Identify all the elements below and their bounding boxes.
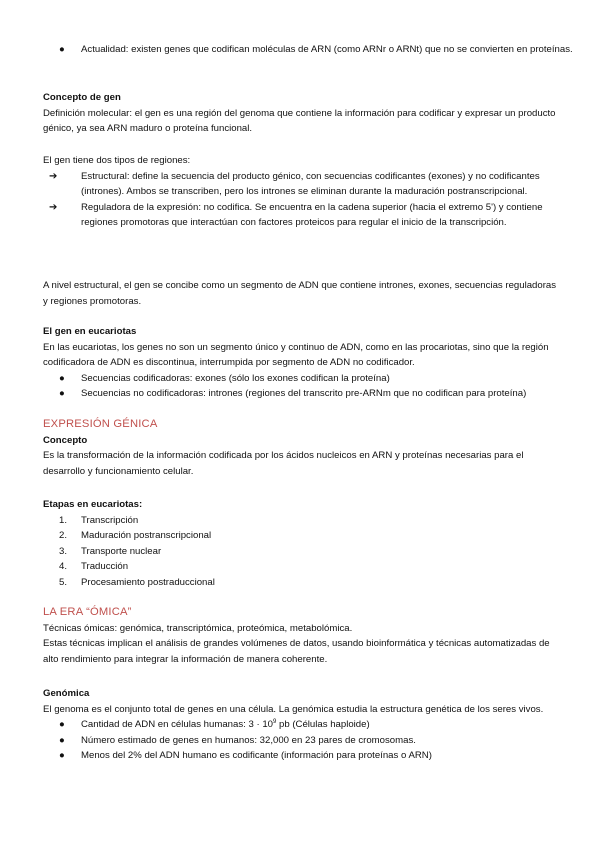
- bullet-marker: ●: [59, 372, 65, 384]
- section-heading: Genómica: [43, 688, 90, 699]
- number-marker: 4.: [59, 561, 68, 573]
- list-item: [43, 575, 558, 591]
- expresion-concept-text: Es la transformación de la información codificada por los ácidos nucleicos en ARN y proteínas necesarias para el desarrollo y funcionamiento celular.: [43, 450, 524, 477]
- number-marker: 1.: [59, 514, 68, 526]
- dna-amount-exponent: 9: [273, 719, 277, 725]
- molecular-definition: Definición molecular: el gen es una región del genoma que contiene la información para codificar y expresar un producto génico, ya sea ARN maduro o proteína funcional.: [43, 107, 556, 135]
- number-marker: 2.: [59, 530, 68, 542]
- gen-eucariotas-section: [43, 324, 558, 402]
- structural-summary: A nivel estructural, el gen se concibe como un segmento de ADN que contiene intrones, exones, secuencias reguladoras y regiones promotoras.: [43, 280, 557, 307]
- list-item: [43, 559, 558, 575]
- dna-amount-unit: pb (Células haploide): [276, 719, 370, 731]
- bullet-marker: ●: [59, 44, 65, 55]
- list-item: [43, 386, 558, 402]
- arrow-marker: ➔: [49, 201, 58, 213]
- dna-amount-text: Cantidad de ADN en células humanas: 3 · 10: [81, 719, 273, 731]
- region-regulatory: Reguladora de la expresión: no codifica. Se encuentra en la cadena superior (hacia el extremo 5') y contiene regiones promotoras que interactúan con factores proteicos para regular el inicio de la transcripción.: [81, 201, 543, 229]
- region-structural: Estructural: define la secuencia del producto génico, con secuencias codificantes (exones) y no codificantes (intrones). Ambos se transcriben, pero los intrones se eliminan durante la maduración postranscripcional.: [81, 170, 540, 198]
- concepto-gen-section: [43, 90, 558, 137]
- omica-techniques: Técnicas ómicas: genómica, transcriptómica, proteómica, metabolómica.: [43, 622, 353, 634]
- genomics-bullet: Menos del 2% del ADN humano es codificante (información para proteínas o ARN): [81, 750, 432, 762]
- section-heading: Concepto de gen: [43, 92, 121, 103]
- dna-amount-bullet: [81, 717, 558, 733]
- list-item: [43, 748, 558, 764]
- genomics-bullet: Número estimado de genes en humanos: 32,000 en 23 pares de cromosomas.: [81, 734, 416, 746]
- bullet-marker: ●: [59, 750, 65, 762]
- section-heading: El gen en eucariotas: [43, 326, 137, 337]
- list-item: [43, 42, 596, 58]
- eucariotas-text: En las eucariotas, los genes no son un segmento único y continuo de ADN, como en las procariotas, sino que la región codificadora de ADN es discontinua, interrumpida por segmento de ADN no codificador.: [43, 341, 549, 369]
- section-heading: Etapas en eucariotas:: [43, 499, 143, 510]
- eucariotas-bullet: Secuencias codificadoras: exones (sólo los exones codifican la proteína): [81, 372, 390, 384]
- stage-label: Procesamiento postraduccional: [81, 576, 215, 588]
- number-marker: 5.: [59, 576, 68, 588]
- stage-label: Maduración postranscripcional: [81, 530, 212, 542]
- genomics-text: El genoma es el conjunto total de genes en una célula. La genómica estudia la estructura genética de los seres vivos.: [43, 703, 544, 715]
- list-item: [43, 528, 558, 544]
- list-item: [43, 371, 558, 387]
- list-item: [43, 200, 558, 231]
- section-heading: Concepto: [43, 434, 88, 446]
- stages-block: [43, 497, 558, 591]
- eucariotas-bullet: Secuencias no codificadoras: intrones (regiones del transcrito pre-ARNm que no codifican para proteína): [81, 388, 527, 400]
- intro-bullet-text: Actualidad: existen genes que codifican moléculas de ARN (como ARNr o ARNt) que no se convierten en proteínas.: [81, 44, 573, 55]
- stage-label: Transporte nuclear: [81, 545, 162, 557]
- regions-block: [43, 153, 558, 231]
- list-item: [43, 544, 558, 560]
- list-item: [43, 717, 558, 733]
- stage-label: Traducción: [81, 561, 129, 573]
- bullet-marker: ●: [59, 719, 65, 731]
- section-title: EXPRESIÓN GÉNICA: [43, 418, 158, 430]
- omica-description: Estas técnicas implican el análisis de grandes volúmenes de datos, usando bioinformática y técnicas automatizadas de alto rendimiento para integrar la información de manera coherente.: [43, 638, 550, 665]
- number-marker: 3.: [59, 545, 68, 557]
- expresion-genica-section: [43, 417, 558, 479]
- list-item: [43, 733, 558, 749]
- list-item: [43, 169, 558, 200]
- stage-label: Transcripción: [81, 514, 139, 526]
- bullet-marker: ●: [59, 388, 65, 400]
- structural-summary-block: [43, 278, 558, 309]
- section-title: LA ERA “ÓMICA”: [43, 606, 132, 618]
- genomica-section: [43, 686, 558, 764]
- arrow-marker: ➔: [49, 170, 58, 182]
- regions-intro: El gen tiene dos tipos de regiones:: [43, 155, 191, 166]
- bullet-marker: ●: [59, 734, 65, 746]
- era-omica-section: [43, 605, 558, 667]
- list-item: [43, 513, 558, 529]
